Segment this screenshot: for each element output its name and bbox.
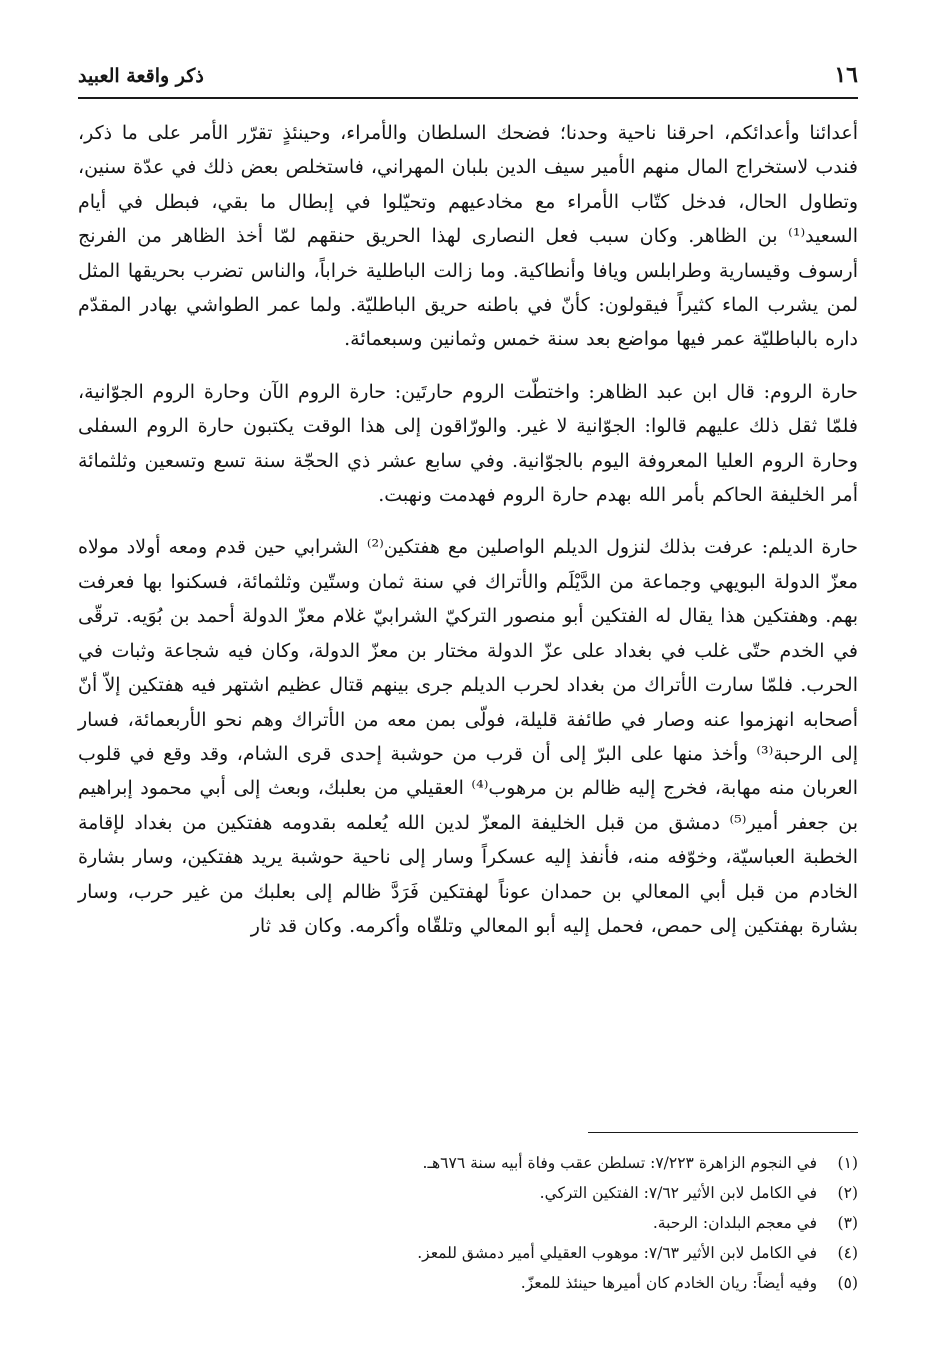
footnote-number: (٢) [837, 1184, 858, 1202]
page-number: ١٦ [834, 62, 858, 88]
footnote-number: (٤) [837, 1244, 858, 1262]
footnote-separator [588, 1132, 858, 1133]
footnote-item [78, 1238, 858, 1268]
paragraph-harat-al-daylam: حارة الديلم: عرفت بذلك لنزول الديلم الواصلين مع هفتكين⁽²⁾ الشرابي حين قدم ومعه أولاد مولاه معزّ الدولة البويهي وجماعة من الدَّيْلَم والأتراك في سنة ثمان وستّين وثلثمائة، فسكنوا بها فعرفت بهم. وهفتكين هذا يقال له الفتكين أبو منصور التركيّ الشرابيّ غلام معزّ الدولة أحمد بن بُوَيه. ترقّى في الخدم حتّى غلب في بغداد على عزّ الدولة مختار بن معزّ الدولة، وكان فيه شجاعة وثبات في الحرب. فلمّا سارت الأتراك من بغداد لحرب الديلم جرى بينهم قتال عظيم اشتهر فيه هفتكين إلاّ أنّ أصحابه انهزموا عنه وصار في طائفة قليلة، فولّى بمن معه من الأتراك وهم نحو الأربعمائة، فسار إلى الرحبة⁽³⁾ وأخذ منها على البرّ إلى أن قرب من حوشبة إحدى قرى الشام، وقد وقع في قلوب العربان منه مهابة، فخرج إليه ظالم بن مرهوب⁽⁴⁾ العقيلي من بعلبك، وبعث إلى أبي محمود إبراهيم بن جعفر أمير⁽⁵⁾ دمشق من قبل الخليفة المعزّ لدين الله يُعلمه بقدومه هفتكين من بغداد لإقامة الخطبة العباسيّة، وخوّفه منه، فأنفذ إليه عسكراً وسار إلى ناحية حوشبة يريد هفتكين، وسار بشارة الخادم من قبل أبي المعالي بن حمدان عوناً لهفتكين فَرَدَّ ظالم إلى بعلبك من غير حرب، وسار بشارة بهفتكين إلى حمص، فحمل إليه أبو المعالي وتلقّاه وأكرمه. وكان قد ثار [78, 536, 859, 937]
footnote-number: (٥) [837, 1274, 858, 1292]
footnote-item [78, 1268, 858, 1298]
footnote-text: في الكامل لابن الأثير ٧/٦٣: موهوب العقيلي أمير دمشق للمعز. [417, 1244, 818, 1262]
footnote-item [78, 1208, 858, 1238]
footnote-text: وفيه أيضاً: ريان الخادم كان أميرها حينئذ للمعزّ. [520, 1274, 818, 1292]
header-rule [78, 97, 858, 99]
footnote-item [78, 1178, 858, 1208]
running-title: ذكر واقعة العبيد [78, 65, 204, 87]
footnote-text: في النجوم الزاهرة ٧/٢٢٣: تسلطن عقب وفاة أبيه سنة ٦٧٦هـ. [422, 1154, 818, 1172]
footnotes-list [78, 1148, 858, 1298]
footnote-number: (٣) [837, 1214, 858, 1232]
paragraph-harat-al-rum: حارة الروم: قال ابن عبد الظاهر: واختطّت الروم حارتَين: حارة الروم الآن وحارة الروم الجوّانية، فلمّا ثقل ذلك عليهم قالوا: الجوّانية لا غير. والورّاقون إلى هذا الوقت يكتبون حارة الروم السفلى وحارة الروم العليا المعروفة اليوم بالجوّانية. وفي سابع عشر ذي الحجّة سنة تسع وتسعين وثلثمائة أمر الخليفة الحاكم بأمر الله بهدم حارة الروم فهدمت ونهبت. [78, 380, 858, 507]
footnote-text: في الكامل لابن الأثير ٧/٦٢: الفتكين التركي. [539, 1184, 818, 1202]
paragraph-batiliyya: أعدائنا وأعدائكم، احرقنا ناحية وحدنا؛ فضحك السلطان والأمراء، وحينئذٍ تقرّر الأمر على ما ذكر، فندب لاستخراج المال منهم الأمير سيف الدين بلبان المهراني، فاستخلص بعض ذلك في عدّة سنين، وتطاول الحال، فدخل كتّاب الأمراء مع مخادعيهم وتحيّلوا في إبطال ما بقي، فبطل في أيام السعيد⁽¹⁾ بن الظاهر. وكان سبب فعل النصارى لهذا الحريق حنقهم لمّا أخذ الظاهر من الفرنج أرسوف وقيسارية وطرابلس ويافا وأنطاكية. وما زالت الباطلية خراباً، والناس تضرب بحريقها المثل لمن يشرب الماء كثيراً فيقولون: كأنّ في باطنه حريق الباطليّة. ولما عمر الطواشي بهادر المقدّم داره بالباطليّة عمر فيها مواضع بعد سنة خمس وثمانين وسبعمائة. [78, 122, 858, 351]
page-header [78, 56, 858, 102]
main-text [78, 116, 858, 943]
footnote-number: (١) [837, 1154, 858, 1172]
footnote-item [78, 1148, 858, 1178]
footnote-text: في معجم البلدان: الرحبة. [652, 1214, 818, 1232]
